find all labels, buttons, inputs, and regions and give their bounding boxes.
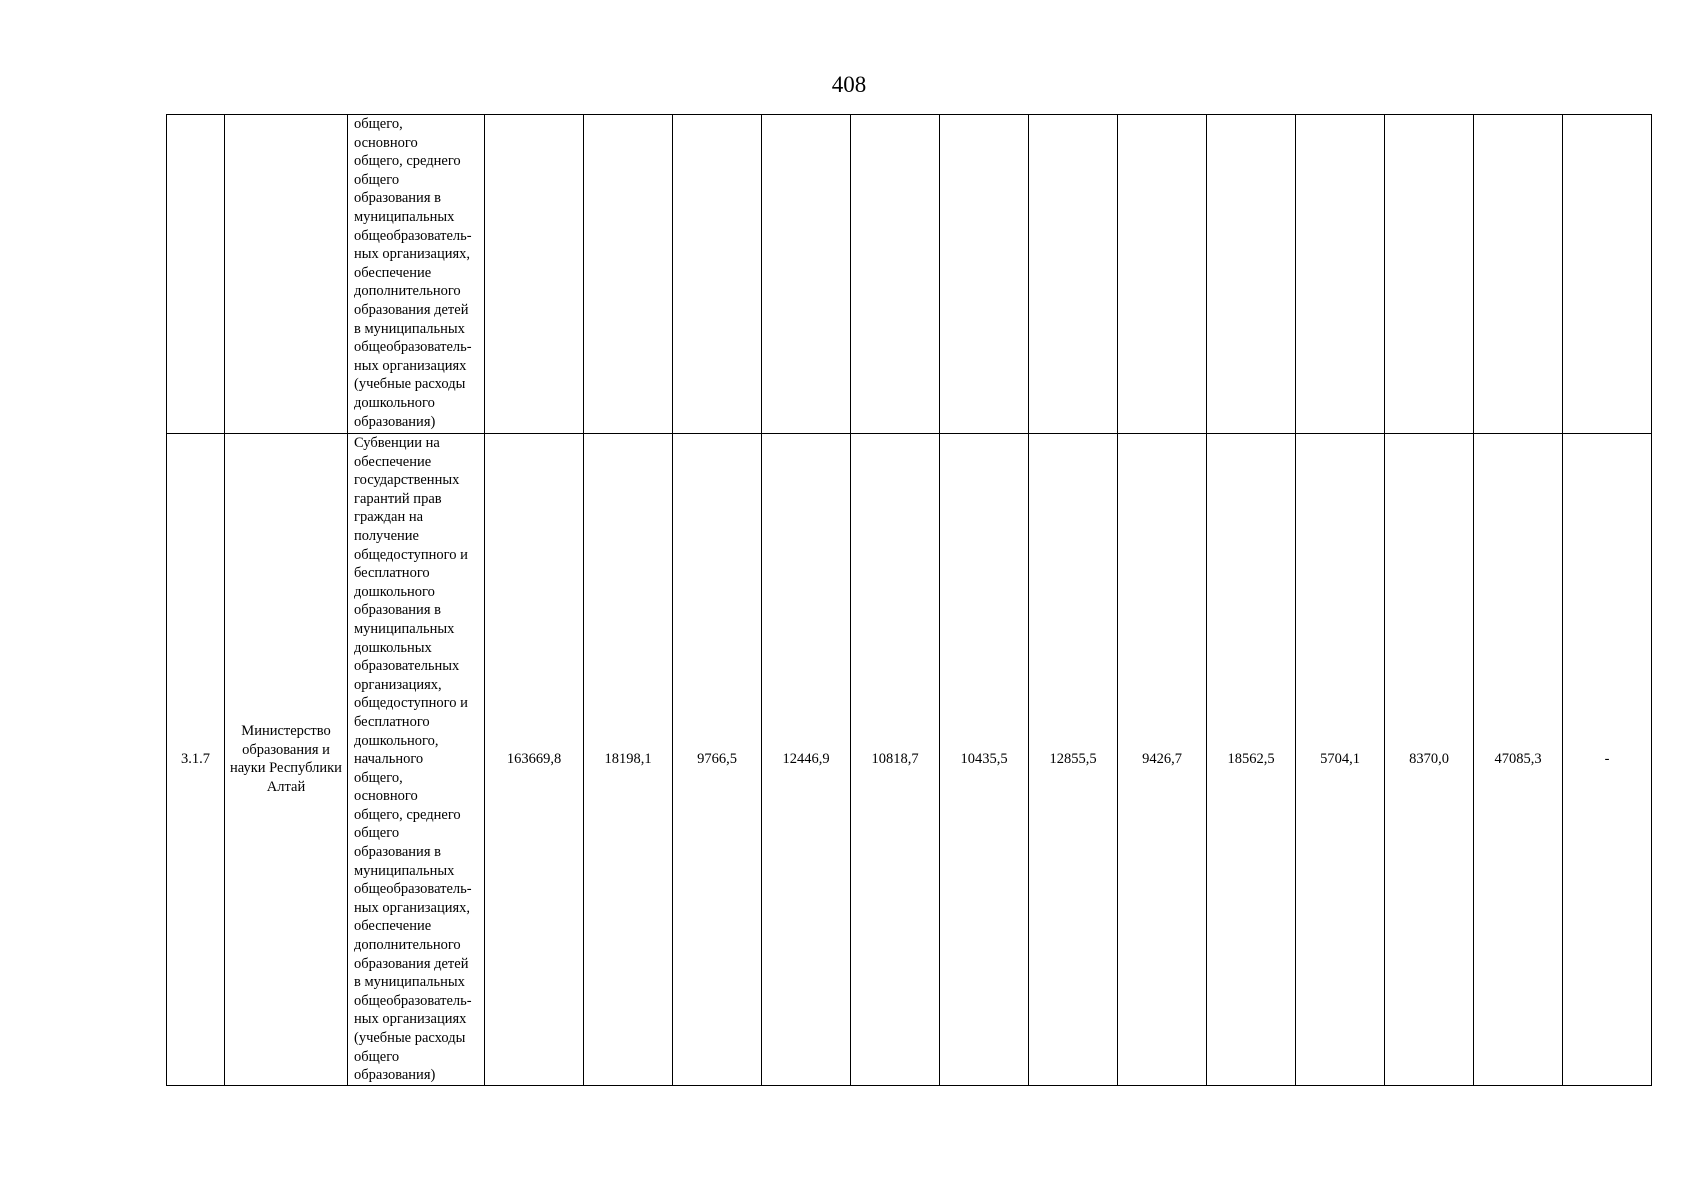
responsible-cell: Министерство образования и науки Республики Алтай xyxy=(225,434,348,1086)
value-cell xyxy=(1207,115,1296,434)
value-cell xyxy=(1118,115,1207,434)
value-cell: 12855,5 xyxy=(1029,434,1118,1086)
value-cell xyxy=(1385,115,1474,434)
value-cell xyxy=(485,115,584,434)
value-cell: 18198,1 xyxy=(584,434,673,1086)
value-cell: 47085,3 xyxy=(1474,434,1563,1086)
budget-table xyxy=(166,114,1652,1086)
value-cell: 163669,8 xyxy=(485,434,584,1086)
responsible-cell xyxy=(225,115,348,434)
table-row xyxy=(167,115,1652,434)
value-cell xyxy=(1029,115,1118,434)
value-cell xyxy=(1563,115,1652,434)
value-cell xyxy=(940,115,1029,434)
value-cell: 5704,1 xyxy=(1296,434,1385,1086)
value-cell xyxy=(584,115,673,434)
value-cell xyxy=(762,115,851,434)
description-cell: общего, основного общего, среднего общего образования в муниципальных общеобразователь- ных организациях, обеспечение дополнительного образования детей в муниципальных общеобразователь- ных организациях (учебные расходы дошкольного образования) xyxy=(348,115,485,434)
value-cell: - xyxy=(1563,434,1652,1086)
value-cell: 8370,0 xyxy=(1385,434,1474,1086)
row-number-cell: 3.1.7 xyxy=(167,434,225,1086)
value-cell: 10818,7 xyxy=(851,434,940,1086)
value-cell xyxy=(1474,115,1563,434)
table-body xyxy=(167,115,1652,1086)
value-cell: 10435,5 xyxy=(940,434,1029,1086)
page-number: 408 xyxy=(831,72,867,97)
value-cell: 18562,5 xyxy=(1207,434,1296,1086)
table-row xyxy=(167,434,1652,1086)
description-cell: Субвенции на обеспечение государственных гарантий прав граждан на получение общедоступного и бесплатного дошкольного образования в муниципальных дошкольных образовательных организациях, общедоступного и бесплатного дошкольного, начального общего, основного общего, среднего общего образования в муниципальных общеобразователь- ных организациях, обеспечение дополнительного образования детей в муниципальных общеобразователь- ных организациях (учебные расходы общего образования) xyxy=(348,434,485,1086)
value-cell xyxy=(851,115,940,434)
value-cell: 9426,7 xyxy=(1118,434,1207,1086)
value-cell: 12446,9 xyxy=(762,434,851,1086)
row-number-cell xyxy=(167,115,225,434)
value-cell: 9766,5 xyxy=(673,434,762,1086)
value-cell xyxy=(673,115,762,434)
value-cell xyxy=(1296,115,1385,434)
